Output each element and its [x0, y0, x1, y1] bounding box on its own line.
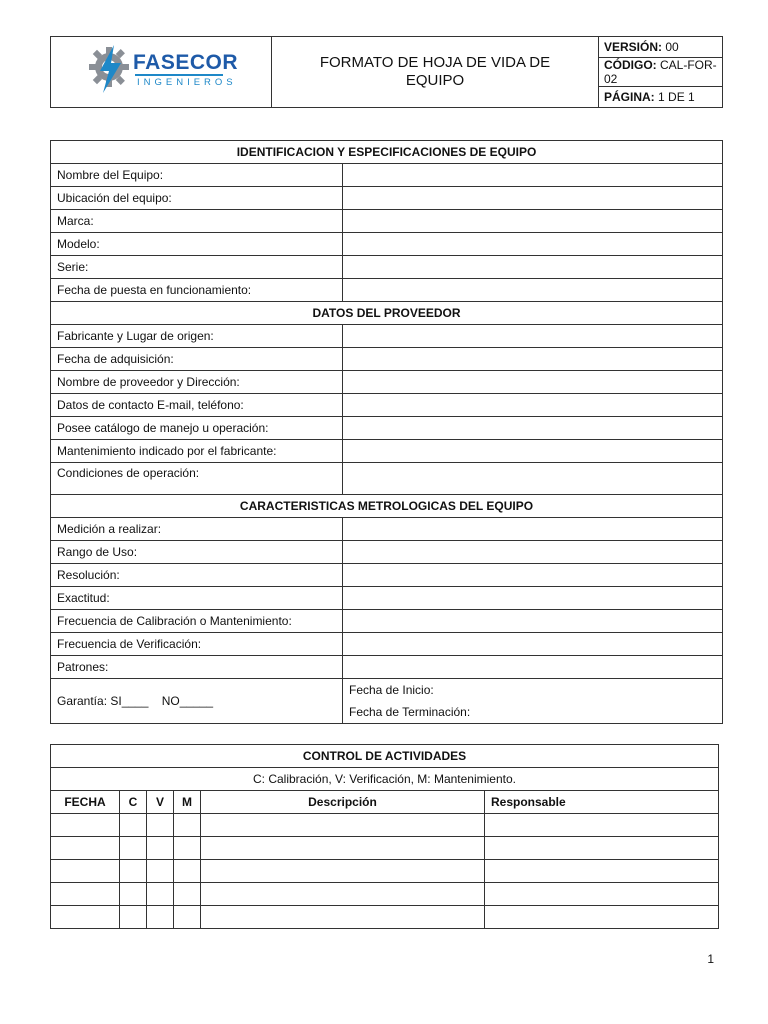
- field-value-modelo[interactable]: [343, 233, 723, 256]
- fecha-terminacion-label[interactable]: Fecha de Terminación:: [349, 705, 471, 719]
- field-value-mantenimiento[interactable]: [343, 440, 723, 463]
- field-value-medicion[interactable]: [343, 518, 723, 541]
- field-value-exactitud[interactable]: [343, 587, 723, 610]
- cell-responsable[interactable]: [485, 837, 719, 860]
- version-value: 00: [665, 40, 679, 54]
- field-label: Posee catálogo de manejo u operación:: [51, 417, 343, 440]
- field-value-patrones[interactable]: [343, 656, 723, 679]
- cell-responsable[interactable]: [485, 814, 719, 837]
- activities-table: [50, 744, 719, 929]
- equipment-form-table: [50, 140, 723, 724]
- cell-c[interactable]: [120, 883, 147, 906]
- field-label: Modelo:: [51, 233, 343, 256]
- column-header-v: V: [147, 791, 174, 814]
- cell-fecha[interactable]: [51, 906, 120, 929]
- section-title-proveedor: DATOS DEL PROVEEDOR: [51, 302, 723, 325]
- version-label: VERSIÓN:: [604, 40, 663, 54]
- code-cell: [599, 58, 723, 87]
- column-header-fecha: FECHA: [51, 791, 120, 814]
- cell-descripcion[interactable]: [201, 883, 485, 906]
- field-label: Ubicación del equipo:: [51, 187, 343, 210]
- cell-descripcion[interactable]: [201, 860, 485, 883]
- table-row: [51, 883, 719, 906]
- field-value-frecuencia-verificacion[interactable]: [343, 633, 723, 656]
- brand-name: FASECOR: [133, 51, 239, 74]
- field-label: Rango de Uso:: [51, 541, 343, 564]
- field-label: Frecuencia de Calibración o Mantenimiento:: [51, 610, 343, 633]
- cell-c[interactable]: [120, 860, 147, 883]
- page-value: 1 DE 1: [658, 90, 695, 104]
- field-value-ubicacion[interactable]: [343, 187, 723, 210]
- cell-responsable[interactable]: [485, 860, 719, 883]
- table-row: [51, 860, 719, 883]
- document-title: FORMATO DE HOJA DE VIDA DE EQUIPO: [272, 37, 599, 108]
- garantia-field[interactable]: Garantía: SI____ NO_____: [51, 679, 343, 724]
- cell-m[interactable]: [174, 883, 201, 906]
- garantia-dates: [343, 679, 723, 724]
- field-label: Nombre del Equipo:: [51, 164, 343, 187]
- field-label: Datos de contacto E-mail, teléfono:: [51, 394, 343, 417]
- field-value-serie[interactable]: [343, 256, 723, 279]
- column-header-m: M: [174, 791, 201, 814]
- table-row: [51, 837, 719, 860]
- cell-fecha[interactable]: [51, 814, 120, 837]
- field-label: Fecha de puesta en funcionamiento:: [51, 279, 343, 302]
- brand-underline: [135, 74, 223, 76]
- field-label: Frecuencia de Verificación:: [51, 633, 343, 656]
- activities-legend: C: Calibración, V: Verificación, M: Mantenimiento.: [51, 768, 719, 791]
- field-value-marca[interactable]: [343, 210, 723, 233]
- column-header-responsable: Responsable: [485, 791, 719, 814]
- cell-fecha[interactable]: [51, 837, 120, 860]
- field-label: Fabricante y Lugar de origen:: [51, 325, 343, 348]
- cell-v[interactable]: [147, 860, 174, 883]
- column-header-descripcion: Descripción: [201, 791, 485, 814]
- field-value-fabricante[interactable]: [343, 325, 723, 348]
- company-logo: [87, 43, 247, 95]
- field-label: Exactitud:: [51, 587, 343, 610]
- cell-responsable[interactable]: [485, 883, 719, 906]
- page-number: 1: [707, 952, 714, 966]
- field-value-fecha-funcionamiento[interactable]: [343, 279, 723, 302]
- cell-c[interactable]: [120, 906, 147, 929]
- field-label: Nombre de proveedor y Dirección:: [51, 371, 343, 394]
- logo-cell: [51, 37, 272, 108]
- cell-descripcion[interactable]: [201, 906, 485, 929]
- cell-v[interactable]: [147, 837, 174, 860]
- field-value-contacto[interactable]: [343, 394, 723, 417]
- cell-m[interactable]: [174, 860, 201, 883]
- version-cell: [599, 37, 723, 58]
- field-value-nombre-equipo[interactable]: [343, 164, 723, 187]
- cell-c[interactable]: [120, 837, 147, 860]
- cell-v[interactable]: [147, 906, 174, 929]
- cell-responsable[interactable]: [485, 906, 719, 929]
- cell-fecha[interactable]: [51, 860, 120, 883]
- brand-subtitle: INGENIEROS: [137, 77, 237, 88]
- cell-m[interactable]: [174, 906, 201, 929]
- section-title-metrologicas: CARACTERISTICAS METROLOGICAS DEL EQUIPO: [51, 495, 723, 518]
- cell-c[interactable]: [120, 814, 147, 837]
- field-label: Patrones:: [51, 656, 343, 679]
- page-label: PÁGINA:: [604, 90, 655, 104]
- code-label: CÓDIGO:: [604, 58, 657, 72]
- field-label: Serie:: [51, 256, 343, 279]
- document-header: [50, 36, 723, 108]
- cell-v[interactable]: [147, 814, 174, 837]
- code-value: CAL-FOR-02: [604, 58, 717, 86]
- cell-descripcion[interactable]: [201, 814, 485, 837]
- gear-bolt-icon: [87, 43, 133, 95]
- field-value-catalogo[interactable]: [343, 417, 723, 440]
- field-label: Condiciones de operación:: [51, 463, 343, 495]
- cell-v[interactable]: [147, 883, 174, 906]
- field-value-rango[interactable]: [343, 541, 723, 564]
- field-value-fecha-adquisicion[interactable]: [343, 348, 723, 371]
- page-cell: [599, 87, 723, 108]
- field-label: Fecha de adquisición:: [51, 348, 343, 371]
- cell-m[interactable]: [174, 814, 201, 837]
- activities-title: CONTROL DE ACTIVIDADES: [51, 745, 719, 768]
- cell-m[interactable]: [174, 837, 201, 860]
- cell-descripcion[interactable]: [201, 837, 485, 860]
- field-value-frecuencia-calibracion[interactable]: [343, 610, 723, 633]
- field-value-resolucion[interactable]: [343, 564, 723, 587]
- field-value-proveedor[interactable]: [343, 371, 723, 394]
- field-label: Mantenimiento indicado por el fabricante:: [51, 440, 343, 463]
- table-row: [51, 814, 719, 837]
- field-value-condiciones[interactable]: [343, 463, 723, 495]
- field-label: Medición a realizar:: [51, 518, 343, 541]
- table-row: [51, 906, 719, 929]
- cell-fecha[interactable]: [51, 883, 120, 906]
- column-header-c: C: [120, 791, 147, 814]
- section-title-identificacion: IDENTIFICACION Y ESPECIFICACIONES DE EQUIPO: [51, 141, 723, 164]
- field-label: Resolución:: [51, 564, 343, 587]
- fecha-inicio-label[interactable]: Fecha de Inicio:: [349, 683, 434, 697]
- field-label: Marca:: [51, 210, 343, 233]
